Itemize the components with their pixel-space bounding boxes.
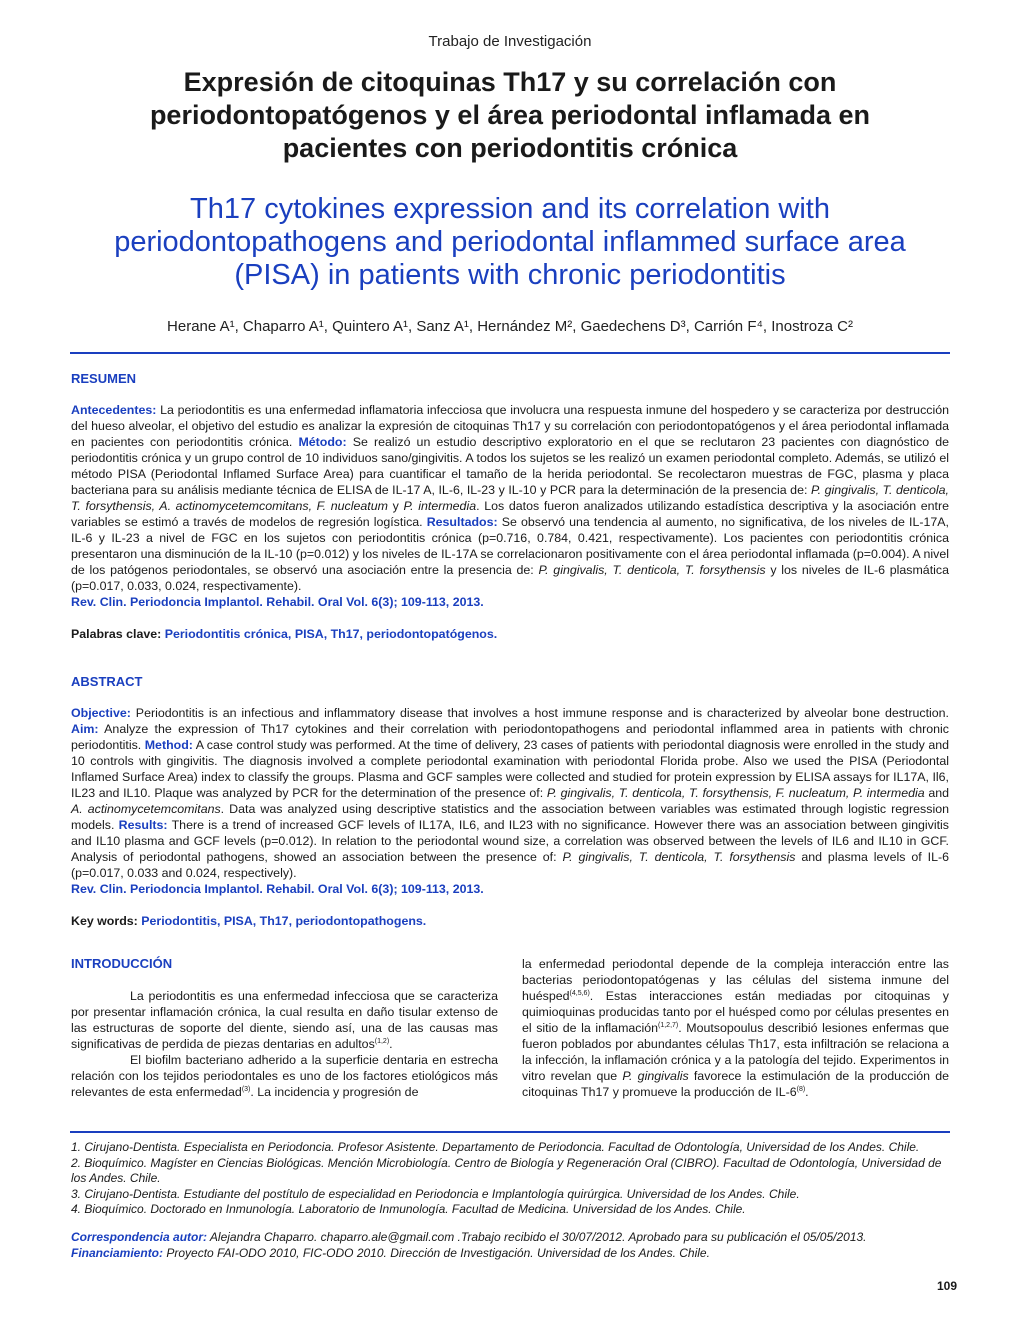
authors-line: Herane A¹, Chaparro A¹, Quintero A¹, Sanz A¹, Hernández M², Gaedechens D³, Carrión F⁴, Inostroza C² [167, 318, 853, 335]
antecedentes-text: La periodontitis es una enfermedad inflamatoria infecciosa que involucra una respuesta inmune del hospedero y se caracteriza por destrucción del hueso alveolar, el objetivo del estudio es analizar la expresión de citoquinas Th17 y su correlación con periodontopatógenos y el área periodontal inflamada en pacientes con periodontitis crónica. [71, 403, 949, 449]
results-text-2: and plasma levels of IL-6 (p=0.017, 0.033 and 0.024, respectively). [71, 850, 949, 880]
resumen-heading: RESUMEN [71, 371, 137, 386]
correspondence [71, 1230, 949, 1246]
label-antecedentes: Antecedentes: [71, 403, 157, 417]
intro-paragraph-3: la enfermedad periodontal depende de la compleja interacción entre las bacterias periodontopatógenas y las células del sistema inmune del huésped$^{(4,5,6)}$. Estas interacciones están mediadas por citoquinas y quimioquinas producidas tanto por el huésped como por células presentes en el sitio de la inflamación$^{(1,2,7)}$. Moutsopoulus describió lesiones enfermas que fueron poblados por abundantes células Th17, esta infiltración se relaciona a la infección, la inflamación crónica y a la patología del tejido. Experimentos in vitro revelan que P. gingivalis favorece la estimulación de la producción de citoquinas Th17 y promueve la producción de IL-6$^{(8)}$. [522, 957, 949, 1099]
label-resultados: Resultados: [426, 515, 498, 529]
metodo-text-2: . Los datos fueron analizados utilizando estadística descriptiva y la asociación entre variables se estimó a través de modelos de regresión logística. [71, 499, 949, 529]
results-text-1: There is a trend of increased GCF levels of IL17A, IL6, and IL23 with no significance. However there was an association between gingivitis and IL10 plasma and GCF levels (p=0.012). In relation to the periodontal wound size, a correlation was observed between the levels of IL6 and IL10 in GCF. Analysis of periodontal pathogens, showed an association between the presence of: [71, 818, 950, 864]
ref-8[interactable]: (8) [796, 1085, 806, 1093]
divider-footnotes [70, 1131, 950, 1133]
abstract-citation[interactable]: Rev. Clin. Periodoncia Implantol. Rehabil. Oral Vol. 6(3); 109-113, 2013. [71, 882, 484, 896]
metodo-and: y [387, 499, 404, 513]
palabras-clave [71, 626, 949, 642]
intro-paragraph-1: La periodontitis es una enfermedad infecciosa que se caracteriza por presentar inflamación crónica, la cual resulta en daño tisular extenso de las estructuras de soporte del diente, siendo así, una de las causas mas significativas de perdida de piezas dentarias en adultos$^{(1,2)}$. [71, 989, 498, 1051]
metodo-species: P. gingivalis, T. denticola, T. forsythensis, A. actinomycetemcomitans, F. nucleatum [71, 483, 949, 513]
ref-1-2[interactable]: (1,2) [374, 1037, 390, 1045]
resumen-body [71, 402, 949, 610]
footnote-3: 3. Cirujano-Dentista. Estudiante del postítulo de especialidad en Periodoncia e Implantología quirúrgica. Universidad de los Andes. Chile. [71, 1186, 800, 1201]
aim-text: Analyze the expression of Th17 cytokines and their correlation with periodontopathogens and periodontal inflammed area in patients with chronic periodontitis. [71, 722, 949, 752]
resultados-text-2: y los niveles de IL-6 plasmática (p=0.017, 0.033, 0.024, respectivamente). [71, 563, 949, 593]
intro-heading: INTRODUCCIÓN [71, 956, 173, 971]
label-objective: Objective: [71, 706, 131, 720]
method-and: and [924, 786, 950, 800]
results-species: P. gingivalis, T. denticola, T. forsythensis [562, 850, 796, 864]
method-species-2: A. actinomycetemcomitans [71, 802, 221, 816]
palabras-clave-label: Palabras clave: [71, 627, 165, 641]
label-metodo: Método: [298, 435, 347, 449]
ref-3[interactable]: (3) [241, 1085, 251, 1093]
metodo-species-2: P. intermedia [403, 499, 477, 513]
page-number: 109 [936, 1279, 957, 1293]
footnote-1: 1. Cirujano-Dentista. Especialista en Periodoncia. Profesor Asistente. Departamento de Periodoncia. Facultad de Odontología, Universidad de los Andes. Chile. [71, 1140, 920, 1154]
affiliations [71, 1140, 949, 1218]
method-species: P. gingivalis, T. denticola, T. forsythensis, F. nucleatum, P. intermedia [546, 786, 925, 800]
key-words [71, 913, 949, 929]
correspondence-label: Correspondencia autor: [71, 1230, 208, 1244]
correspondence-text: Alejandra Chaparro. chaparro.ale@gmail.com .Trabajo recibido el 30/07/2012. Aprobado para su publicación el 05/05/2013. [207, 1230, 867, 1244]
label-results: Results: [118, 818, 168, 832]
ref-4-5-6[interactable]: (4,5,6) [569, 989, 590, 997]
funding-label: Financiamiento: [71, 1245, 164, 1260]
objective-text: Periodontitis is an infectious and inflammatory disease that involves a host immune response and is characterized by alveolar bone destruction. [130, 706, 949, 720]
title-english: Th17 cytokines expression and its correlation with periodontopathogens and periodontal inflammed surface area (PISA) in patients with chronic periodontitis [114, 193, 906, 291]
ref-1-2-7[interactable]: (1,2,7) [658, 1021, 679, 1029]
title-spanish: Expresión de citoquinas Th17 y su correlación con periodontopatógenos y el área periodontal inflamada en pacientes con periodontitis crónica [149, 67, 871, 163]
section-label: Trabajo de Investigación [428, 33, 592, 50]
key-words-list[interactable]: Periodontitis, PISA, Th17, periodontopathogens. [141, 914, 427, 928]
footnote-4: 4. Bioquímico. Doctorado en Inmunología. Laboratorio de Inmunología. Facultad de Medicina. Universidad de los Andes. Chile. [71, 1202, 746, 1216]
metodo-text-1: Se realizó un estudio descriptivo exploratorio en el que se reclutaron 23 pacientes con diagnóstico de periodontitis crónica y un grupo control de 10 individuos sano/gingivitis. A todos los sujetos se les realizó un examen periodontal completo. Además, se utilizó el método PISA (Periodontal Inflamed Surface Area) para cuantificar el tamaño de la herida periodontal. Se recolectaron muestras de FGC, plasma y placa bacteriana para su análisis mediante técnica de ELISA de IL-17 A, IL-6, IL-23 y IL-10 y PCR para la determinación de la presencia de: [71, 435, 949, 497]
resumen-citation[interactable]: Rev. Clin. Periodoncia Implantol. Rehabil. Oral Vol. 6(3); 109-113, 2013. [71, 595, 484, 609]
method-text-1: A case control study was performed. At the time of delivery, 23 cases of patients with periodontal diagnosis were enrolled in the study and 10 controls with gingivitis. The diagnosis involved a complete periodontal examination with periodontal Florida probe. Also we used the PISA (Periodontal Inflamed Surface Area) index to classify the groups. Plasma and GCF samples were collected and studied for protein expression by ELISA assays for IL17A, Il6, IL23 and IL10. Plaque was analyzed by PCR for the determination of the presence of: [71, 738, 949, 800]
divider-top [70, 352, 950, 354]
resultados-text-1: Se observó una tendencia al aumento, no significativa, de los niveles de IL-17A, IL-6 y IL-23 a nivel de FGC en los sujetos con periodontitis crónica (p=0.716, 0.784, 0.421, respectivamente). Los pacientes con periodontitis crónica presentaron una disminución de la IL-10 (p=0.012) y los niveles de IL-17A se correlacionaron positivamente con el área periodontal inflamada (p=0.004). A nivel de los patógenos periodontales, se observó una asociación entre la presencia de: [71, 515, 949, 577]
method-text-2: . Data was analyzed using descriptive statistics and the association between variables was estimated through logistic regression models. [71, 802, 949, 832]
funding [71, 1246, 949, 1262]
label-aim: Aim: [71, 722, 99, 736]
key-words-label: Key words: [71, 914, 142, 928]
footnote-2: 2. Bioquímico. Magíster en Ciencias Biológicas. Mención Microbiología. Centro de Biología y Regeneración Oral (CIBRO). Facultad de Odontología, Universidad de los Andes. Chile. [71, 1155, 942, 1185]
intro-right-column [522, 956, 949, 1100]
funding-text: Proyecto FAI-ODO 2010, FIC-ODO 2010. Dirección de Investigación. Universidad de los Andes. Chile. [163, 1245, 710, 1260]
intro-paragraph-2: El biofilm bacteriano adherido a la superficie dentaria en estrecha relación con los tejidos periodontales es uno de los factores etiológicos más relevantes de esta enfermedad$^{(3)}$. La incidencia y progresión de [71, 1053, 498, 1099]
abstract-body [71, 705, 949, 897]
palabras-clave-list[interactable]: Periodontitis crónica, PISA, Th17, periodontopatógenos. [164, 627, 498, 641]
correspondence-block [71, 1230, 949, 1261]
resultados-species: P. gingivalis, T. denticola, T. forsythensis [538, 563, 766, 577]
intro-left-column [71, 988, 498, 1100]
abstract-heading: ABSTRACT [71, 674, 143, 689]
label-method: Method: [144, 738, 193, 752]
